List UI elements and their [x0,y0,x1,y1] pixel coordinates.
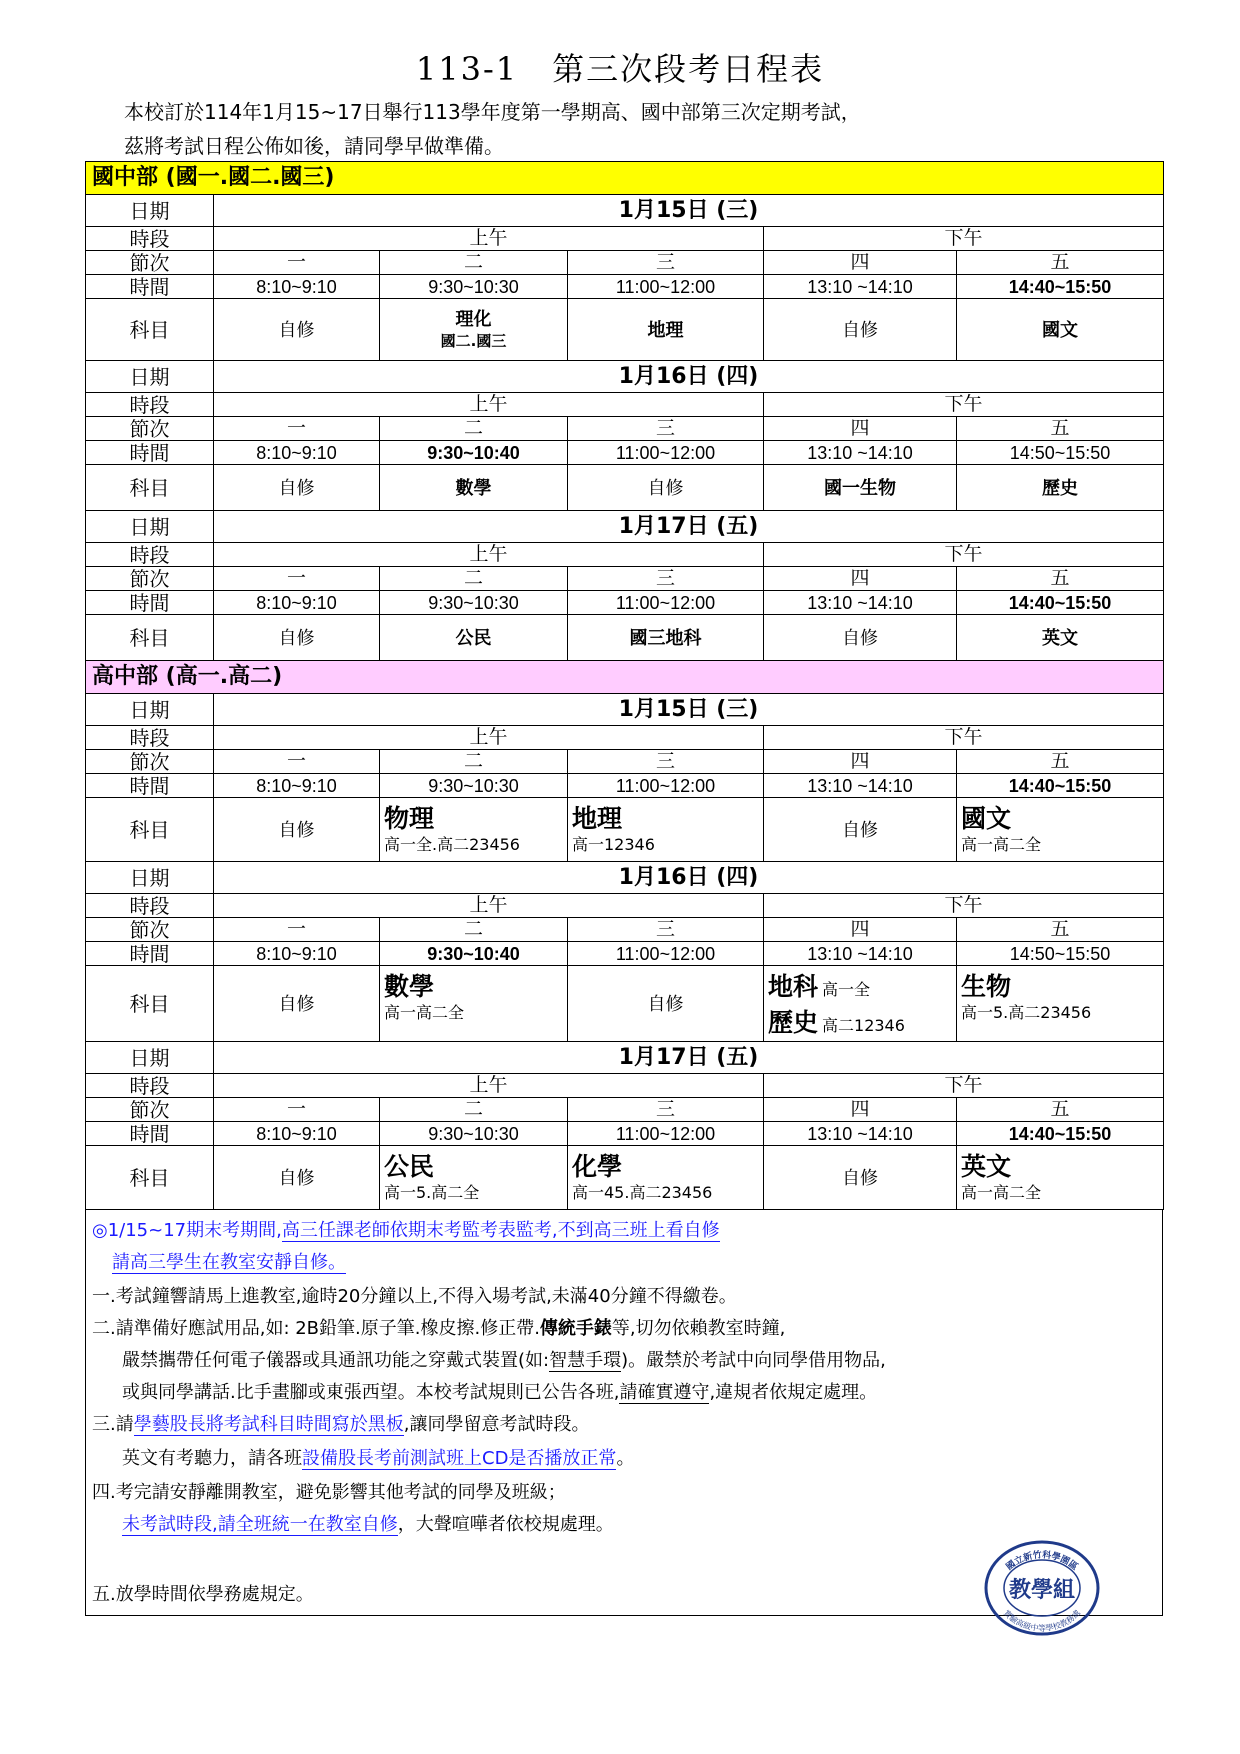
subject-name: 國文 [1042,319,1078,340]
note-4b: 未考試時段,請全班統一在教室自修，大聲喧嘩者依校規處理。 [122,1514,614,1535]
subject-name: 理化 [455,309,492,329]
time-label: 時間 [86,1122,214,1146]
subject-note: 高一5.高二全 [384,1183,480,1202]
subject-label: 科目 [86,615,214,661]
subject-name: 公民 [455,627,492,648]
period-number: 五 [957,567,1164,591]
subject-name: 生物 [961,972,1012,1001]
period-number: 四 [764,918,957,942]
time-label: 時間 [86,942,214,966]
time-label: 時間 [86,275,214,299]
note-1: 一.考試鐘響請馬上進教室,逾時20分鐘以上,不得入場考試,未滿40分鐘不得繳卷。 [92,1286,737,1307]
date-label: 日期 [86,694,214,726]
subject-note: 高一高二全 [961,835,1042,854]
subject-cell [380,798,568,862]
period-number: 五 [957,750,1164,774]
subject-cell [957,299,1164,361]
subject-name: 歷史 [1042,477,1078,498]
period-number: 五 [957,1098,1164,1122]
subject-self-study: 自修 [764,798,957,862]
period-number: 二 [380,918,568,942]
subject-name: 國一生物 [824,477,896,498]
segment-label: 時段 [86,543,214,567]
afternoon-label: 下午 [764,894,1164,918]
exam-time: 11:00~12:00 [568,774,764,798]
segment-label: 時段 [86,393,214,417]
exam-time: 9:30~10:30 [380,774,568,798]
exam-time: 14:40~15:50 [957,591,1164,615]
period-number: 三 [568,1098,764,1122]
period-number: 三 [568,750,764,774]
exam-time: 14:40~15:50 [957,1122,1164,1146]
morning-label: 上午 [214,894,764,918]
period-number: 四 [764,417,957,441]
subject-self-study: 自修 [568,966,764,1042]
note-2b: 嚴禁攜帶任何電子儀器或具通訊功能之穿戴式裝置(如:智慧手環)。嚴禁於考試中向同學借用物品, [122,1350,886,1371]
exam-time: 14:40~15:50 [957,275,1164,299]
subject-name: 公民 [384,1152,435,1181]
segment-label: 時段 [86,726,214,750]
exam-date: 1月15日 (三) [214,694,1164,726]
period-label: 節次 [86,417,214,441]
subject-note: 高一全 [822,980,871,999]
period-number: 二 [380,1098,568,1122]
morning-label: 上午 [214,393,764,417]
subject-cell [957,615,1164,661]
exam-time: 8:10~9:10 [214,591,380,615]
segment-label: 時段 [86,227,214,251]
period-number: 五 [957,918,1164,942]
note-5: 五.放學時間依學務處規定。 [92,1584,314,1605]
time-label: 時間 [86,441,214,465]
subject-cell [957,966,1164,1042]
period-number: 一 [214,918,380,942]
subject-cell [957,798,1164,862]
period-number: 一 [214,251,380,275]
date-label: 日期 [86,1042,214,1074]
subject-cell [568,615,764,661]
subject-cell [957,1146,1164,1210]
subject-note-2: 高二12346 [822,1016,905,1035]
note-2c: 或與同學講話.比手畫腳或東張西望。本校考試規則已公告各班,請確實遵守,違規者依規定處理。 [122,1382,878,1403]
segment-label: 時段 [86,894,214,918]
afternoon-label: 下午 [764,1074,1164,1098]
period-number: 四 [764,567,957,591]
subject-label: 科目 [86,299,214,361]
afternoon-label: 下午 [764,543,1164,567]
exam-date: 1月17日 (五) [214,1042,1164,1074]
period-number: 五 [957,251,1164,275]
subject-cell [568,1146,764,1210]
senior-section-header: 高中部 (高一.高二) [86,661,1164,694]
exam-time: 14:50~15:50 [957,942,1164,966]
subject-note: 國二.國三 [440,332,507,350]
exam-time: 9:30~10:40 [380,942,568,966]
period-number: 一 [214,1098,380,1122]
period-label: 節次 [86,251,214,275]
segment-label: 時段 [86,1074,214,1098]
subject-self-study: 自修 [764,615,957,661]
period-number: 五 [957,417,1164,441]
subject-note: 高一高二全 [961,1183,1042,1202]
exam-time: 11:00~12:00 [568,275,764,299]
exam-date: 1月15日 (三) [214,195,1164,227]
subject-self-study: 自修 [214,966,380,1042]
subject-name: 數學 [455,477,492,498]
period-number: 一 [214,417,380,441]
subject-name: 國三地科 [629,627,702,648]
period-number: 三 [568,567,764,591]
subject-name: 地理 [572,804,623,833]
exam-time: 13:10 ~14:10 [764,441,957,465]
subject-self-study: 自修 [214,798,380,862]
subject-self-study: 自修 [214,465,380,511]
time-label: 時間 [86,591,214,615]
period-label: 節次 [86,1098,214,1122]
subject-self-study: 自修 [764,299,957,361]
morning-label: 上午 [214,1074,764,1098]
intro-line-2: 茲將考試日程公佈如後，請同學早做準備。 [124,134,504,158]
subject-cell [380,1146,568,1210]
period-number: 二 [380,251,568,275]
subject-self-study: 自修 [764,1146,957,1210]
afternoon-label: 下午 [764,227,1164,251]
note-senior3: ◎1/15~17期末考期間,高三任課老師依期末考監考表監考,不到高三班上看自修 [92,1220,720,1241]
subject-self-study: 自修 [214,615,380,661]
exam-schedule-table [85,161,1164,1210]
period-number: 四 [764,251,957,275]
period-number: 二 [380,750,568,774]
morning-label: 上午 [214,543,764,567]
exam-time: 13:10 ~14:10 [764,275,957,299]
subject-name: 化學 [572,1152,623,1181]
time-label: 時間 [86,774,214,798]
subject-note: 高一45.高二23456 [572,1183,713,1202]
period-number: 二 [380,417,568,441]
subject-name: 地科 [768,972,819,1001]
exam-time: 8:10~9:10 [214,774,380,798]
period-number: 二 [380,567,568,591]
exam-time: 8:10~9:10 [214,275,380,299]
subject-note: 高一12346 [572,835,655,854]
exam-time: 9:30~10:30 [380,591,568,615]
subject-note: 高一全.高二23456 [384,835,520,854]
exam-time: 11:00~12:00 [568,591,764,615]
subject-name: 國文 [961,804,1012,833]
exam-time: 11:00~12:00 [568,1122,764,1146]
period-label: 節次 [86,750,214,774]
stamp-center-text: 教學組 [1008,1578,1076,1603]
exam-time: 11:00~12:00 [568,441,764,465]
period-number: 三 [568,918,764,942]
subject-cell [957,465,1164,511]
subject-name: 英文 [961,1152,1012,1181]
subject-name: 英文 [1042,627,1078,648]
date-label: 日期 [86,862,214,894]
stamp-bottom-text: 實驗高級中等學校教務處 [1001,1608,1083,1633]
date-label: 日期 [86,195,214,227]
period-number: 一 [214,567,380,591]
subject-cell [568,798,764,862]
subject-cell [380,465,568,511]
exam-date: 1月17日 (五) [214,511,1164,543]
subject-cell [568,299,764,361]
document-title: 113-1 第三次段考日程表 [415,50,825,88]
exam-time: 13:10 ~14:10 [764,591,957,615]
subject-cell [764,966,957,1042]
stamp-top-text: 國立新竹科學園區 [1004,1550,1080,1573]
exam-time: 13:10 ~14:10 [764,774,957,798]
svg-text:國立新竹科學園區 [1003,1548,1080,1572]
exam-time: 8:10~9:10 [214,942,380,966]
subject-name: 地理 [647,319,684,340]
exam-time: 14:50~15:50 [957,441,1164,465]
afternoon-label: 下午 [764,726,1164,750]
morning-label: 上午 [214,227,764,251]
exam-time: 11:00~12:00 [568,942,764,966]
exam-date: 1月16日 (四) [214,862,1164,894]
subject-note: 高一5.高二23456 [961,1003,1092,1022]
subject-label: 科目 [86,798,214,862]
exam-time: 8:10~9:10 [214,441,380,465]
subject-cell [764,465,957,511]
subject-self-study: 自修 [568,465,764,511]
exam-time: 13:10 ~14:10 [764,1122,957,1146]
exam-time: 13:10 ~14:10 [764,942,957,966]
period-label: 節次 [86,918,214,942]
subject-label: 科目 [86,1146,214,1210]
period-number: 一 [214,750,380,774]
intro-line-1: 本校訂於114年1月15~17日舉行113學年度第一學期高、國中部第三次定期考試， [124,100,861,124]
subject-name-2: 歷史 [768,1008,819,1037]
subject-self-study: 自修 [214,299,380,361]
note-4a: 四.考完請安靜離開教室，避免影響其他考試的同學及班級； [92,1482,566,1503]
subject-self-study: 自修 [214,1146,380,1210]
note-3a: 三.請學藝股長將考試科目時間寫於黑板,讓同學留意考試時段。 [92,1414,590,1435]
subject-label: 科目 [86,465,214,511]
period-number: 三 [568,251,764,275]
subject-note: 高一高二全 [384,1003,465,1022]
exam-time: 9:30~10:30 [380,1122,568,1146]
period-label: 節次 [86,567,214,591]
junior-section-header: 國中部 (國一.國二.國三) [86,162,1164,195]
subject-cell [380,299,568,361]
exam-time: 9:30~10:40 [380,441,568,465]
note-senior3-b: 請高三學生在教室安靜自修。 [112,1252,346,1273]
period-number: 三 [568,417,764,441]
date-label: 日期 [86,511,214,543]
date-label: 日期 [86,361,214,393]
period-number: 四 [764,1098,957,1122]
note-2a: 二.請準備好應試用品,如: 2B鉛筆.原子筆.橡皮擦.修正帶.傳統手錶等,切勿依賴教室時鐘, [92,1318,786,1339]
subject-name: 數學 [384,972,435,1001]
period-number: 四 [764,750,957,774]
exam-time: 14:40~15:50 [957,774,1164,798]
exam-time: 8:10~9:10 [214,1122,380,1146]
teaching-section-stamp [983,1539,1101,1637]
afternoon-label: 下午 [764,393,1164,417]
subject-name: 物理 [384,804,435,833]
subject-label: 科目 [86,966,214,1042]
morning-label: 上午 [214,726,764,750]
subject-cell [380,615,568,661]
exam-date: 1月16日 (四) [214,361,1164,393]
note-3b: 英文有考聽力，請各班設備股長考前測試班上CD是否播放正常。 [122,1448,635,1469]
exam-time: 9:30~10:30 [380,275,568,299]
subject-cell [380,966,568,1042]
